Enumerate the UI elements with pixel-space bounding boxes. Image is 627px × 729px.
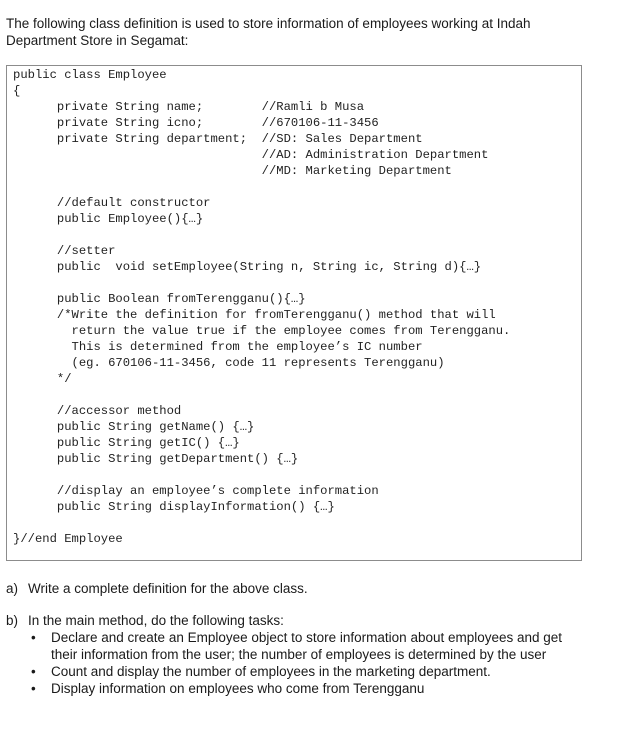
bullet-icon: •	[31, 630, 36, 645]
task-text-continued: their information from the user; the number of employees is determined by the user	[51, 647, 547, 662]
code-line: public String displayInformation() {…}	[13, 500, 335, 514]
question-b-text: In the main method, do the following tasks:	[28, 613, 284, 628]
question-a	[6, 580, 308, 597]
code-line: public String getIC() {…}	[13, 436, 240, 450]
question-a-text: Write a complete definition for the above class.	[28, 581, 308, 596]
code-line: //display an employee’s complete information	[13, 484, 379, 498]
code-line: public String getDepartment() {…}	[13, 452, 299, 466]
code-line: (eg. 670106-11-3456, code 11 represents Terengganu)	[13, 356, 445, 370]
intro-line-1: The following class definition is used to store information of employees working at Indah	[6, 16, 531, 31]
code-line: This is determined from the employee’s IC number	[13, 340, 423, 354]
code-line: public String getName() {…}	[13, 420, 255, 434]
code-line: }//end Employee	[13, 532, 123, 546]
code-line: private String icno; //670106-11-3456	[13, 116, 379, 130]
list-item	[28, 680, 598, 697]
code-line: //MD: Marketing Department	[13, 164, 452, 178]
list-item	[28, 663, 598, 680]
task-list	[28, 629, 598, 697]
code-line: {	[13, 84, 21, 98]
code-line: //setter	[13, 244, 116, 258]
code-line: //accessor method	[13, 404, 182, 418]
code-line: public Employee(){…}	[13, 212, 204, 226]
code-line: /*Write the definition for fromTerengganu() method that will	[13, 308, 496, 322]
code-line: public void setEmployee(String n, String ic, String d){…}	[13, 260, 482, 274]
task-text: Count and display the number of employees in the marketing department.	[51, 664, 491, 679]
question-b-label: b)	[6, 613, 19, 628]
code-line: public Boolean fromTerengganu(){…}	[13, 292, 306, 306]
task-text: Display information on employees who come from Terengganu	[51, 681, 425, 696]
intro-line-2: Department Store in Segamat:	[6, 33, 189, 48]
bullet-icon: •	[31, 681, 36, 696]
list-item	[28, 629, 598, 663]
code-listing	[6, 65, 582, 561]
question-a-label: a)	[6, 581, 19, 596]
question-b	[6, 612, 284, 629]
code-line: public class Employee	[13, 68, 167, 82]
code-line: private String name; //Ramli b Musa	[13, 100, 365, 114]
code-line: */	[13, 372, 72, 386]
intro-paragraph	[6, 15, 606, 49]
code-line: //AD: Administration Department	[13, 148, 489, 162]
code-line: return the value true if the employee comes from Terengganu.	[13, 324, 511, 338]
code-line: private String department; //SD: Sales Department	[13, 132, 423, 146]
code-line: //default constructor	[13, 196, 211, 210]
bullet-icon: •	[31, 664, 36, 679]
task-text: Declare and create an Employee object to store information about employees and get	[51, 630, 563, 645]
